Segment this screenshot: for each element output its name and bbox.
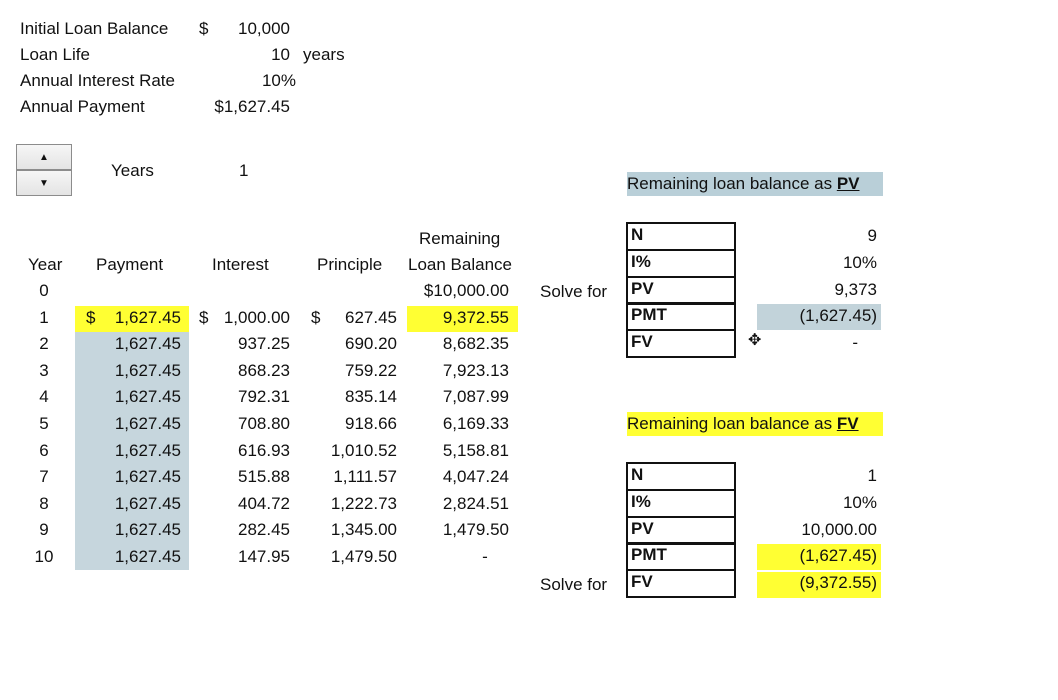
tvm-key-fv: [626, 329, 736, 358]
cell-principle[interactable]: 759.22: [345, 361, 397, 380]
fv-title-key: FV: [836, 414, 859, 433]
tvm-key-ipct: [626, 489, 736, 518]
loan-balance-currency: $: [199, 19, 209, 38]
cell-interest[interactable]: 792.31: [238, 387, 290, 406]
cell-principle[interactable]: 627.45: [345, 308, 397, 327]
spinner-up-button[interactable]: [16, 144, 72, 170]
pv-title-key: PV: [836, 174, 860, 193]
cell-interest[interactable]: 1,000.00: [223, 308, 290, 327]
cell-principle[interactable]: 1,111.57: [333, 467, 397, 486]
tvm-key-label: FV: [631, 332, 653, 351]
loan-life-label: Loan Life: [20, 45, 90, 64]
cell-payment[interactable]: 1,627.45: [114, 494, 181, 513]
cell-payment[interactable]: 1,627.45: [114, 334, 181, 353]
header-payment: Payment: [96, 255, 164, 274]
pv-panel-title: [627, 172, 883, 196]
tvm-value[interactable]: 10%: [842, 253, 877, 272]
cell-balance[interactable]: 9,372.55: [442, 308, 509, 327]
cell-year: 1: [39, 308, 49, 327]
cell-payment[interactable]: 1,627.45: [114, 361, 181, 380]
tvm-key-n: [626, 222, 736, 251]
cell-payment[interactable]: 1,627.45: [114, 547, 181, 566]
cell-interest[interactable]: 515.88: [238, 467, 290, 486]
cell-principle-currency: $: [311, 308, 321, 327]
tvm-key-pv: [626, 276, 736, 305]
tvm-key-ipct: [626, 249, 736, 278]
cell-principle[interactable]: 1,479.50: [330, 547, 397, 566]
cell-principle[interactable]: 1,222.73: [330, 494, 397, 513]
cell-balance[interactable]: 5,158.81: [442, 441, 509, 460]
cell-year: 4: [39, 387, 49, 406]
tvm-key-pmt: [626, 542, 736, 571]
tvm-value[interactable]: -: [852, 333, 858, 352]
cell-year: 8: [39, 494, 49, 513]
cell-payment[interactable]: 1,627.45: [114, 308, 181, 327]
tvm-key-label: PMT: [631, 305, 667, 324]
tvm-key-n: [626, 462, 736, 491]
cell-payment[interactable]: 1,627.45: [114, 414, 181, 433]
cell-balance[interactable]: -: [482, 547, 488, 566]
cell-payment[interactable]: 1,627.45: [114, 441, 181, 460]
cell-year: 3: [39, 361, 49, 380]
cell-balance[interactable]: 7,087.99: [442, 387, 509, 406]
header-interest: Interest: [212, 255, 269, 274]
annual-payment-label: Annual Payment: [20, 97, 145, 116]
cell-interest[interactable]: 147.95: [238, 547, 290, 566]
fv-title-prefix: Remaining loan balance as: [627, 414, 837, 433]
cell-interest-currency: $: [199, 308, 209, 327]
fv-solve-for: Solve for: [540, 575, 608, 594]
tvm-key-label: PV: [631, 519, 654, 538]
cell-balance[interactable]: $10,000.00: [423, 281, 509, 300]
tvm-key-fv: [626, 569, 736, 598]
years-label: Years: [111, 161, 154, 180]
cell-year: 2: [39, 334, 49, 353]
fv-panel-title: [627, 412, 883, 436]
interest-rate-value[interactable]: 10%: [261, 71, 296, 90]
tvm-key-label: I%: [631, 492, 651, 511]
tvm-value[interactable]: (9,372.55): [799, 573, 877, 592]
interest-rate-label: Annual Interest Rate: [20, 71, 175, 90]
cell-year: 6: [39, 441, 49, 460]
cell-principle[interactable]: 918.66: [345, 414, 397, 433]
cell-year: 5: [39, 414, 49, 433]
cell-interest[interactable]: 616.93: [238, 441, 290, 460]
cell-balance[interactable]: 7,923.13: [442, 361, 509, 380]
arrow-up-icon: ▲: [39, 151, 49, 163]
tvm-key-label: N: [631, 225, 644, 244]
cell-principle[interactable]: 1,010.52: [330, 441, 397, 460]
header-year: Year: [28, 255, 63, 274]
arrow-down-icon: ▼: [39, 177, 49, 189]
cell-payment[interactable]: 1,627.45: [114, 520, 181, 539]
tvm-key-label: PV: [631, 279, 654, 298]
cell-balance[interactable]: 6,169.33: [442, 414, 509, 433]
cell-principle[interactable]: 690.20: [345, 334, 397, 353]
loan-life-unit: years: [303, 45, 345, 64]
tvm-key-label: PMT: [631, 545, 667, 564]
pv-solve-for: Solve for: [540, 282, 608, 301]
cell-interest[interactable]: 937.25: [238, 334, 290, 353]
spinner-down-button[interactable]: [16, 170, 72, 196]
tvm-value[interactable]: 9: [867, 226, 877, 245]
cell-balance[interactable]: 1,479.50: [442, 520, 509, 539]
pv-title-prefix: Remaining loan balance as: [627, 174, 837, 193]
loan-balance-label: Initial Loan Balance: [20, 19, 169, 38]
cell-payment[interactable]: 1,627.45: [114, 467, 181, 486]
tvm-value[interactable]: (1,627.45): [799, 306, 877, 325]
cell-balance[interactable]: 4,047.24: [442, 467, 509, 486]
header-loan-balance: Loan Balance: [408, 255, 512, 274]
header-remaining: Remaining: [419, 229, 501, 248]
tvm-value[interactable]: 1: [867, 466, 877, 485]
tvm-key-pmt: [626, 302, 736, 331]
cell-year: 10: [34, 547, 54, 566]
header-principle: Principle: [317, 255, 383, 274]
tvm-key-label: I%: [631, 252, 651, 271]
cell-payment[interactable]: 1,627.45: [114, 387, 181, 406]
tvm-value[interactable]: (1,627.45): [799, 546, 877, 565]
tvm-key-pv: [626, 516, 736, 545]
years-value[interactable]: 1: [239, 161, 249, 180]
cursor-move-icon: ✥: [748, 332, 762, 349]
tvm-value[interactable]: 10,000.00: [801, 520, 877, 539]
cell-principle[interactable]: 835.14: [345, 387, 397, 406]
cell-year: 9: [39, 520, 49, 539]
cell-interest[interactable]: 868.23: [238, 361, 290, 380]
tvm-value[interactable]: 10%: [842, 493, 877, 512]
loan-life-value[interactable]: 10: [271, 45, 290, 64]
annual-payment-value: $1,627.45: [214, 97, 290, 116]
cell-interest[interactable]: 708.80: [238, 414, 290, 433]
tvm-key-label: N: [631, 465, 644, 484]
cell-year: 7: [39, 467, 49, 486]
cell-principle[interactable]: 1,345.00: [330, 520, 397, 539]
tvm-key-label: FV: [631, 572, 653, 591]
cell-interest[interactable]: 404.72: [238, 494, 290, 513]
cell-year: 0: [39, 281, 49, 300]
cell-balance[interactable]: 2,824.51: [442, 494, 509, 513]
cell-payment-currency: $: [86, 308, 96, 327]
cell-interest[interactable]: 282.45: [238, 520, 290, 539]
tvm-value[interactable]: 9,373: [834, 280, 877, 299]
cell-balance[interactable]: 8,682.35: [442, 334, 509, 353]
loan-balance-value[interactable]: 10,000: [238, 19, 290, 38]
